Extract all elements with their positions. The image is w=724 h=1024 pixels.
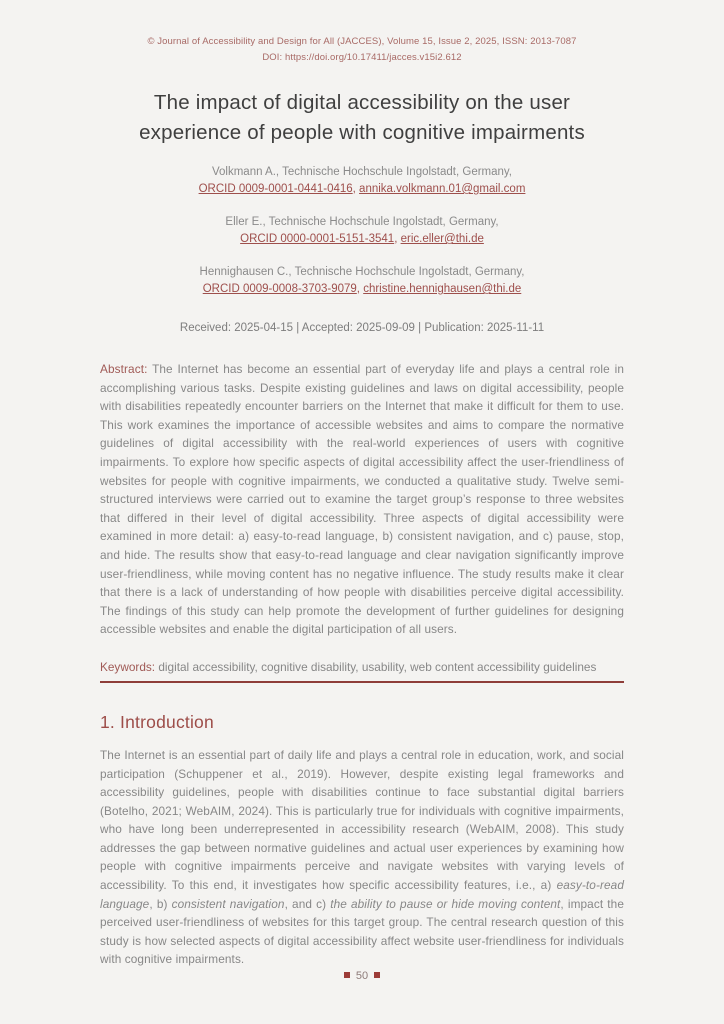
abstract: [100, 360, 624, 639]
author-links: [100, 231, 624, 248]
keywords: [100, 658, 624, 676]
journal-header: [100, 34, 624, 66]
intro-italic-2: consistent navigation: [171, 896, 285, 911]
journal-doi: DOI: https://doi.org/10.17411/jacces.v15i2.612: [262, 52, 462, 63]
author-block-1: [100, 164, 624, 198]
intro-italic-1: easy-to-read language: [100, 878, 624, 911]
orcid-link[interactable]: ORCID 0000-0001-5151-3541: [240, 233, 395, 245]
section-heading-introduction: 1. Introduction: [100, 711, 214, 732]
page-marker-icon: [344, 972, 350, 978]
author-links: [100, 281, 624, 298]
intro-text-3: , and c): [284, 896, 331, 911]
email-link[interactable]: christine.hennighausen@thi.de: [363, 283, 522, 295]
link-separator: ,: [394, 233, 401, 245]
keywords-label: Keywords:: [100, 659, 156, 674]
publication-dates: Received: 2025-04-15 | Accepted: 2025-09-09 | Publication: 2025-11-11: [179, 322, 545, 334]
author-affiliation: Volkmann A., Technische Hochschule Ingolstadt, Germany,: [211, 166, 513, 178]
author-links: [100, 181, 624, 198]
author-affiliation: Hennighausen C., Technische Hochschule Ingolstadt, Germany,: [199, 266, 525, 278]
page-number: 50: [355, 970, 369, 982]
author-block-3: [100, 264, 624, 298]
author-block-2: [100, 214, 624, 248]
link-separator: ,: [352, 183, 360, 195]
introduction-paragraph: [100, 746, 624, 969]
keywords-text: digital accessibility, cognitive disability, usability, web content accessibility guidelines: [155, 659, 597, 674]
intro-text-4: , impact the perceived user-friendliness of websites for this target group. The central research question of this study is how selected aspects of digital accessibility affect website user-friendliness for individuals with cognitive impairments.: [100, 896, 624, 967]
intro-text-2: , b): [149, 896, 172, 911]
page-marker-icon: [374, 972, 380, 978]
page-footer: [0, 970, 724, 982]
email-link[interactable]: annika.volkmann.01@gmail.com: [359, 183, 526, 195]
email-link[interactable]: eric.eller@thi.de: [400, 233, 484, 245]
abstract-label: Abstract:: [100, 362, 148, 376]
orcid-link[interactable]: ORCID 0009-0008-3703-9079: [202, 283, 357, 295]
intro-italic-3: the ability to pause or hide moving content: [330, 896, 561, 911]
link-separator: ,: [356, 283, 364, 295]
author-affiliation: Eller E., Technische Hochschule Ingolstadt, Germany,: [225, 216, 499, 228]
intro-text-1: The Internet is an essential part of daily life and plays a central role in education, work, and social participation (Schuppener et al., 2019). However, despite existing legal frameworks and accessibility guidelines, people with disabilities continue to face substantial digital barriers (Botelho, 2021; WebAIM, 2024). This is particularly true for individuals with cognitive impairments, who have long been underrepresented in accessibility research (WebAIM, 2008). This study addresses the gap between normative guidelines and actual user experiences by examining how people with cognitive impairments perceive and navigate websites with varying levels of accessibility. To this end, it investigates how specific accessibility features, i.e., a): [100, 747, 624, 893]
page-title: The impact of digital accessibility on the user experience of people with cognitive impairments: [139, 91, 585, 144]
orcid-link[interactable]: ORCID 0009-0001-0441-0416: [198, 183, 353, 195]
keywords-divider: [100, 681, 624, 683]
abstract-text: The Internet has become an essential part of everyday life and plays a central role in accomplishing various tasks. Despite existing guidelines and laws on digital accessibility, people with disabilities repeatedly encounter barriers on the Internet that make it difficult for them to use. This work examines the importance of accessible websites and aims to compare the normative guidelines of digital accessibility with the real-world experiences of users with cognitive impairments. To explore how specific aspects of digital accessibility affect the user-friendliness of websites for people with cognitive impairments, we conducted a qualitative study. Twelve semi-structured interviews were carried out to examine the target group’s response to three websites that differed in their level of digital accessibility. Three aspects of digital accessibility were examined in more detail: a) easy-to-read language, b) consistent navigation, and c) pause, stop, and hide. The results show that easy-to-read language and clear navigation significantly improve user-friendliness, while moving content has no negative influence. The study results make it clear that there is a lack of understanding of how people with disabilities perceive digital accessibility. The findings of this study can help promote the development of further guidelines for designing accessible websites and enable the digital participation of all users.: [100, 362, 624, 637]
journal-header-line1: © Journal of Accessibility and Design for All (JACCES), Volume 15, Issue 2, 2025, ISSN: 2013-7087: [147, 36, 577, 47]
